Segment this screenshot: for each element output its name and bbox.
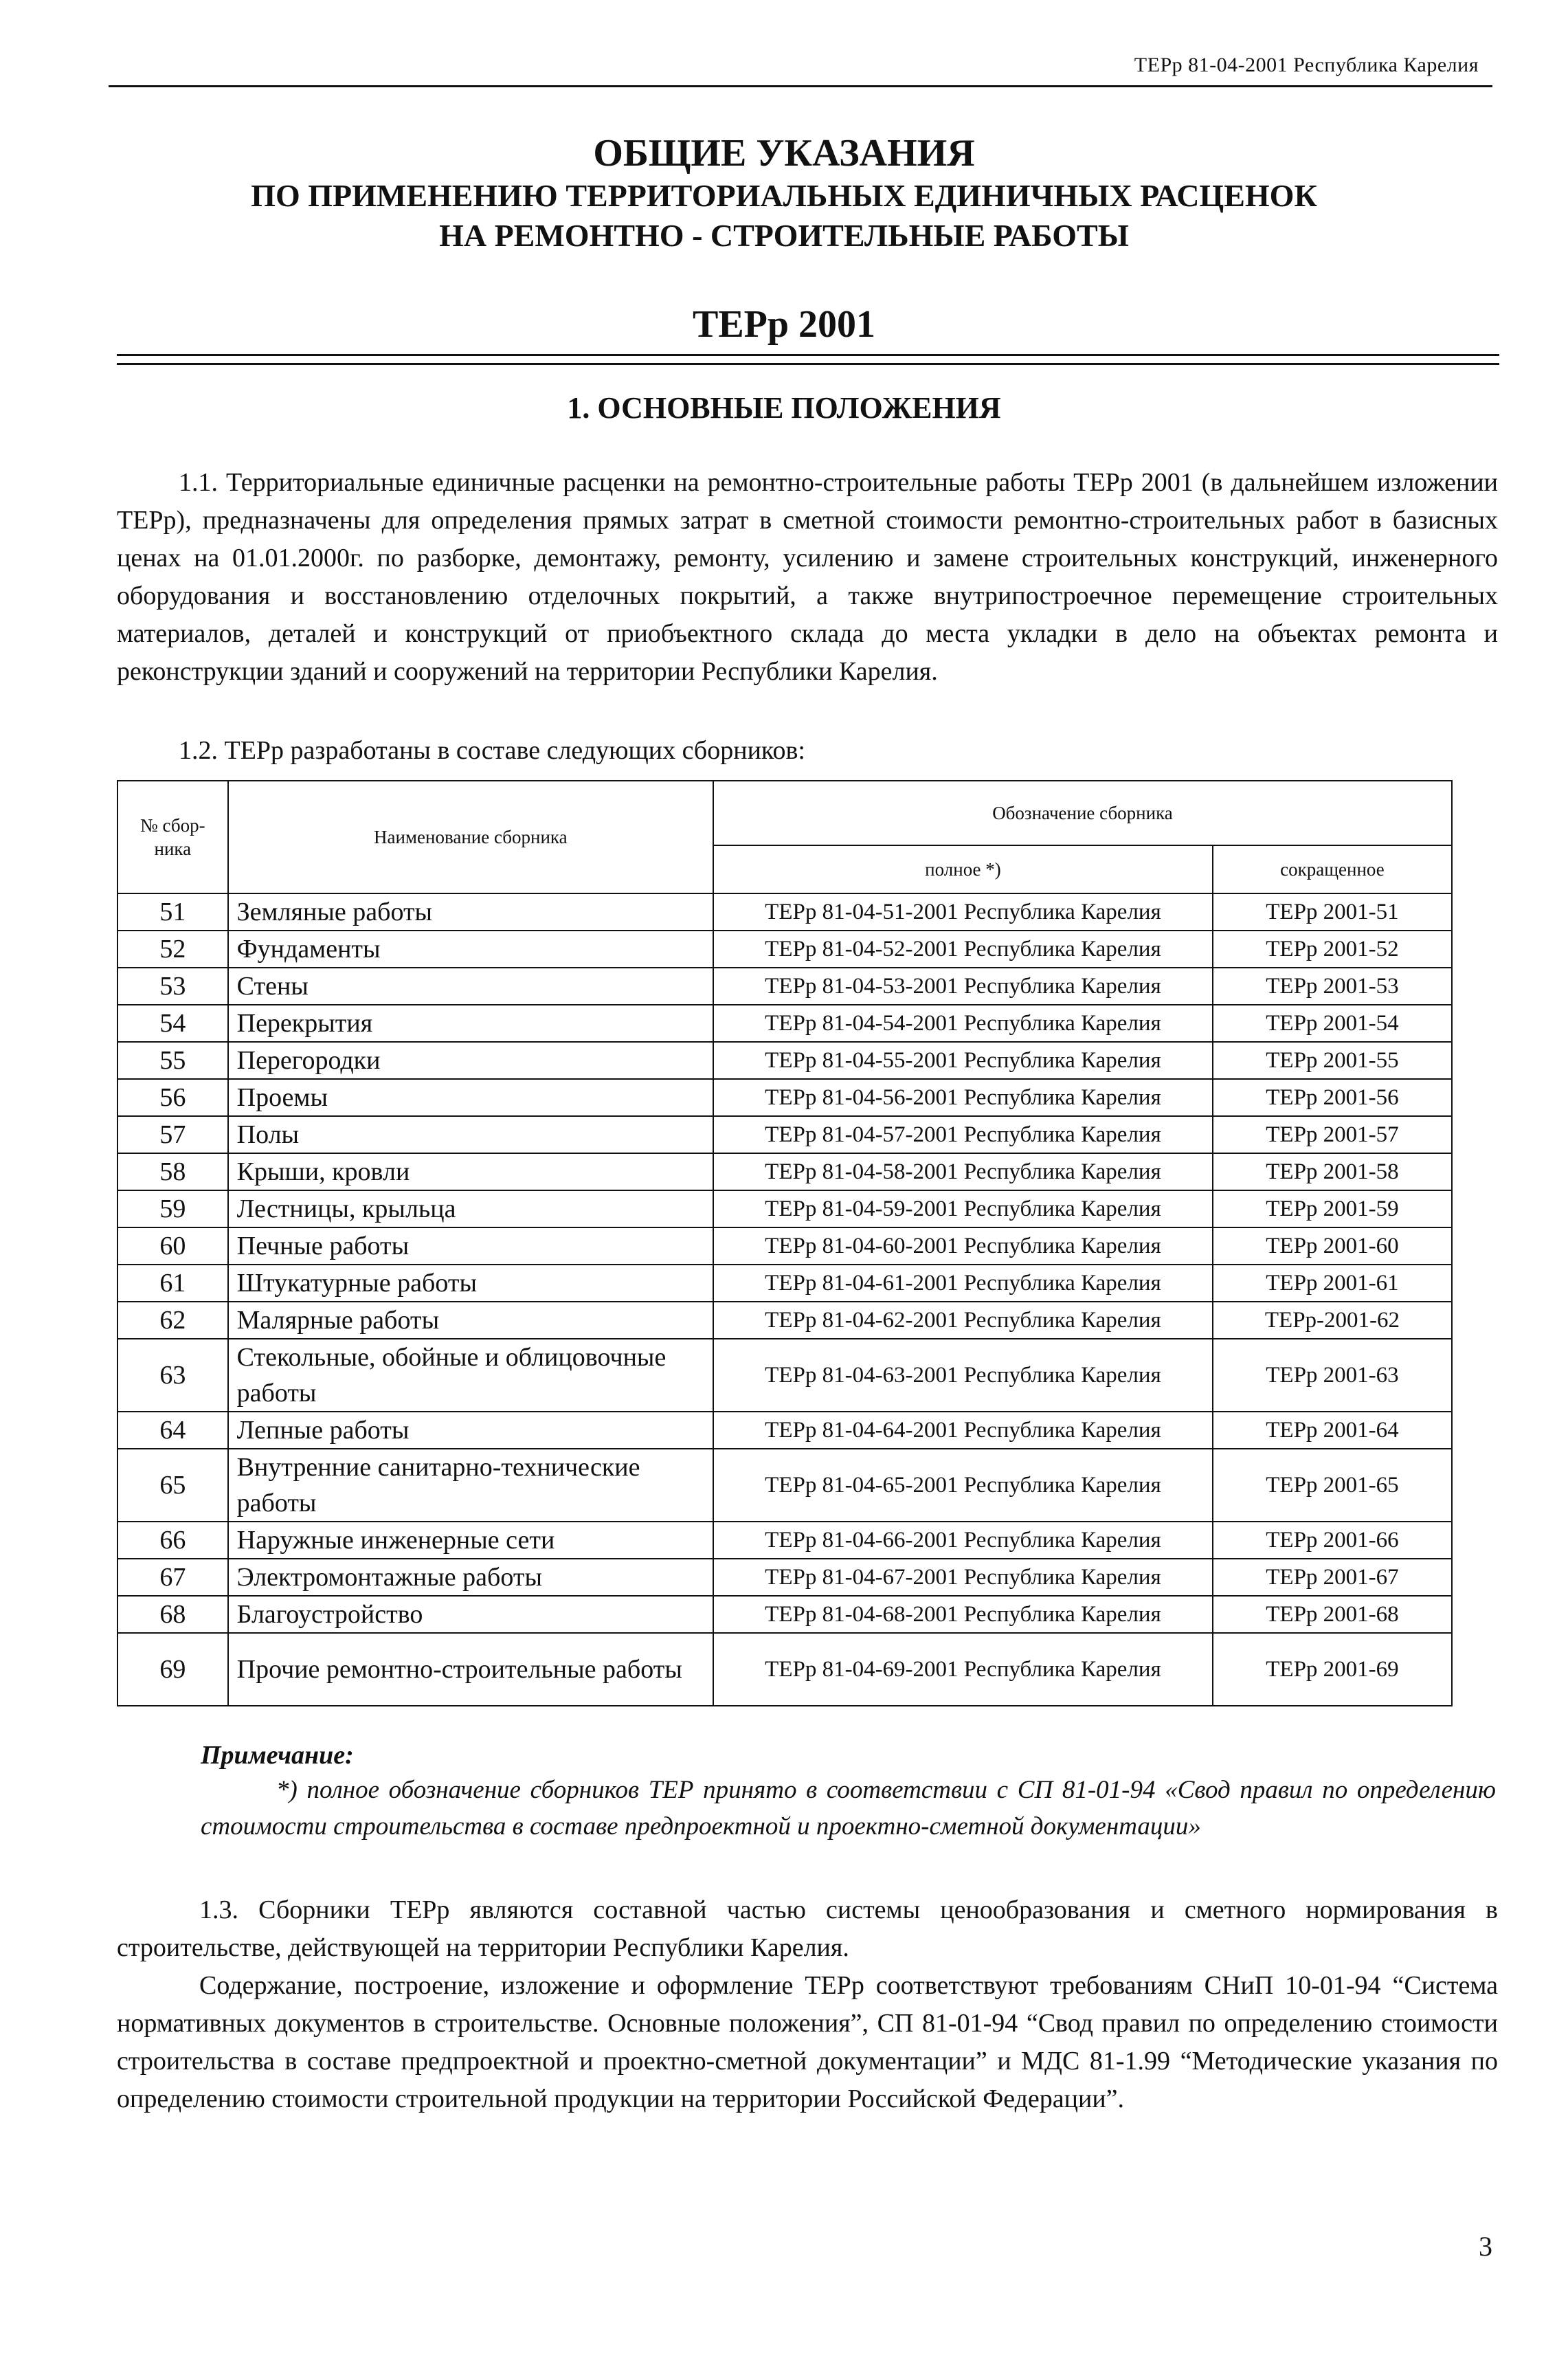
table-body xyxy=(117,893,1452,1706)
cell-name: Перекрытия xyxy=(228,1005,713,1042)
cell-num: 52 xyxy=(117,931,228,968)
table-row xyxy=(117,1079,1452,1116)
cell-short-designation: ТЕРр-2001-62 xyxy=(1213,1302,1452,1339)
table-row xyxy=(117,1116,1452,1153)
cell-short-designation: ТЕРр 2001-57 xyxy=(1213,1116,1452,1153)
cell-name: Печные работы xyxy=(228,1227,713,1265)
cell-short-designation: ТЕРр 2001-64 xyxy=(1213,1412,1452,1449)
cell-name: Прочие ремонтно-строительные работы xyxy=(228,1633,713,1706)
table-row xyxy=(117,968,1452,1005)
cell-full-designation: ТЕРр 81-04-65-2001 Республика Карелия xyxy=(713,1449,1213,1522)
cell-short-designation: ТЕРр 2001-51 xyxy=(1213,893,1452,931)
document-title xyxy=(0,131,1568,256)
cell-num: 67 xyxy=(117,1559,228,1596)
cell-short-designation: ТЕРр 2001-63 xyxy=(1213,1339,1452,1412)
header-num: № сбор-ника xyxy=(117,781,228,893)
cell-num: 65 xyxy=(117,1449,228,1522)
title-line-3: НА РЕМОНТНО - СТРОИТЕЛЬНЫЕ РАБОТЫ xyxy=(439,218,1129,253)
cell-name: Малярные работы xyxy=(228,1302,713,1339)
note-label: Примечание: xyxy=(201,1741,354,1770)
cell-short-designation: ТЕРр 2001-65 xyxy=(1213,1449,1452,1522)
cell-short-designation: ТЕРр 2001-54 xyxy=(1213,1005,1452,1042)
cell-name: Полы xyxy=(228,1116,713,1153)
table-row xyxy=(117,1339,1452,1412)
cell-name: Стены xyxy=(228,968,713,1005)
cell-num: 63 xyxy=(117,1339,228,1412)
header-short: сокращенное xyxy=(1213,845,1452,893)
cell-full-designation: ТЕРр 81-04-64-2001 Республика Карелия xyxy=(713,1412,1213,1449)
cell-num: 54 xyxy=(117,1005,228,1042)
cell-num: 58 xyxy=(117,1153,228,1190)
cell-full-designation: ТЕРр 81-04-63-2001 Республика Карелия xyxy=(713,1339,1213,1412)
running-header: ТЕРр 81-04-2001 Республика Карелия xyxy=(1134,54,1479,76)
cell-num: 66 xyxy=(117,1522,228,1559)
cell-num: 55 xyxy=(117,1042,228,1079)
cell-num: 69 xyxy=(117,1633,228,1706)
cell-num: 59 xyxy=(117,1190,228,1227)
title-double-rule xyxy=(117,354,1499,365)
code-title: ТЕРр 2001 xyxy=(692,303,876,346)
cell-full-designation: ТЕРр 81-04-59-2001 Республика Карелия xyxy=(713,1190,1213,1227)
cell-name: Стекольные, обойные и облицовочные работы xyxy=(228,1339,713,1412)
cell-short-designation: ТЕРр 2001-52 xyxy=(1213,931,1452,968)
cell-short-designation: ТЕРр 2001-69 xyxy=(1213,1633,1452,1706)
cell-full-designation: ТЕРр 81-04-56-2001 Республика Карелия xyxy=(713,1079,1213,1116)
cell-full-designation: ТЕРр 81-04-61-2001 Республика Карелия xyxy=(713,1265,1213,1302)
table-row xyxy=(117,893,1452,931)
page-number: 3 xyxy=(1479,2231,1492,2262)
cell-short-designation: ТЕРр 2001-61 xyxy=(1213,1265,1452,1302)
cell-name: Проемы xyxy=(228,1079,713,1116)
title-line-2: ПО ПРИМЕНЕНИЮ ТЕРРИТОРИАЛЬНЫХ ЕДИНИЧНЫХ РАСЦЕНОК xyxy=(251,178,1317,213)
table-row xyxy=(117,1559,1452,1596)
table-row xyxy=(117,1190,1452,1227)
cell-name: Фундаменты xyxy=(228,931,713,968)
table-row xyxy=(117,1153,1452,1190)
cell-full-designation: ТЕРр 81-04-69-2001 Республика Карелия xyxy=(713,1633,1213,1706)
cell-num: 64 xyxy=(117,1412,228,1449)
table-row xyxy=(117,1302,1452,1339)
header-full: полное *) xyxy=(713,845,1213,893)
cell-name: Благоустройство xyxy=(228,1596,713,1633)
cell-num: 68 xyxy=(117,1596,228,1633)
cell-name: Лепные работы xyxy=(228,1412,713,1449)
cell-short-designation: ТЕРр 2001-68 xyxy=(1213,1596,1452,1633)
table-row xyxy=(117,1227,1452,1265)
cell-full-designation: ТЕРр 81-04-58-2001 Республика Карелия xyxy=(713,1153,1213,1190)
cell-full-designation: ТЕРр 81-04-62-2001 Республика Карелия xyxy=(713,1302,1213,1339)
cell-name: Наружные инженерные сети xyxy=(228,1522,713,1559)
collections-table xyxy=(117,780,1453,1706)
table-row xyxy=(117,931,1452,968)
paragraph-1-3: 1.3. Сборники ТЕРр являются составной частью системы ценообразования и сметного нормирования в строительстве, действующей на территории Республики Карелия. xyxy=(117,1895,1498,1962)
table-row xyxy=(117,1596,1452,1633)
table-row xyxy=(117,1522,1452,1559)
header-name: Наименование сборника xyxy=(228,781,713,893)
cell-short-designation: ТЕРр 2001-55 xyxy=(1213,1042,1452,1079)
note-text: *) полное обозначение сборников ТЕР принято в соответствии с СП 81-01-94 «Свод правил по определению стоимости строительства в составе предпроектной и проектно-сметной документации» xyxy=(201,1776,1496,1840)
cell-full-designation: ТЕРр 81-04-66-2001 Республика Карелия xyxy=(713,1522,1213,1559)
paragraph-content: Содержание, построение, изложение и оформление ТЕРр соответствуют требованиям СНиП 10-01-94 “Система нормативных документов в строительстве. Основные положения”, СП 81-01-94 “Свод правил по определению стоимости строительства в составе предпроектной и проектно-сметной документации” и МДС 81-1.99 “Методические указания по определению стоимости строительной продукции на территории Российской Федерации”. xyxy=(117,1971,1498,2113)
table-row xyxy=(117,1042,1452,1079)
header-designation: Обозначение сборника xyxy=(713,781,1452,845)
header-rule xyxy=(109,85,1492,87)
cell-full-designation: ТЕРр 81-04-67-2001 Республика Карелия xyxy=(713,1559,1213,1596)
cell-full-designation: ТЕРр 81-04-55-2001 Республика Карелия xyxy=(713,1042,1213,1079)
cell-full-designation: ТЕРр 81-04-68-2001 Республика Карелия xyxy=(713,1596,1213,1633)
cell-name: Крыши, кровли xyxy=(228,1153,713,1190)
cell-full-designation: ТЕРр 81-04-57-2001 Республика Карелия xyxy=(713,1116,1213,1153)
cell-short-designation: ТЕРр 2001-67 xyxy=(1213,1559,1452,1596)
cell-short-designation: ТЕРр 2001-60 xyxy=(1213,1227,1452,1265)
cell-name: Штукатурные работы xyxy=(228,1265,713,1302)
cell-short-designation: ТЕРр 2001-56 xyxy=(1213,1079,1452,1116)
cell-name: Внутренние санитарно-технические работы xyxy=(228,1449,713,1522)
cell-num: 56 xyxy=(117,1079,228,1116)
cell-full-designation: ТЕРр 81-04-52-2001 Республика Карелия xyxy=(713,931,1213,968)
cell-num: 62 xyxy=(117,1302,228,1339)
table-row xyxy=(117,1005,1452,1042)
cell-name: Перегородки xyxy=(228,1042,713,1079)
cell-name: Лестницы, крыльца xyxy=(228,1190,713,1227)
table-row xyxy=(117,1449,1452,1522)
table-row xyxy=(117,1633,1452,1706)
title-line-1: ОБЩИЕ УКАЗАНИЯ xyxy=(593,132,975,175)
cell-short-designation: ТЕРр 2001-58 xyxy=(1213,1153,1452,1190)
cell-name: Земляные работы xyxy=(228,893,713,931)
cell-num: 60 xyxy=(117,1227,228,1265)
cell-num: 57 xyxy=(117,1116,228,1153)
table-row xyxy=(117,1412,1452,1449)
cell-short-designation: ТЕРр 2001-59 xyxy=(1213,1190,1452,1227)
cell-short-designation: ТЕРр 2001-53 xyxy=(1213,968,1452,1005)
paragraph-1-1: 1.1. Территориальные единичные расценки на ремонтно-строительные работы ТЕРр 2001 (в дальнейшем изложении ТЕРр), предназначены для определения прямых затрат в сметной стоимости ремонтно-строительных работ в базисных ценах на 01.01.2000г. по разборке, демонтажу, ремонту, усилению и замене строительных конструкций, инженерного оборудования и восстановлению отделочных покрытий, а также внутрипостроечное перемещение строительных материалов, деталей и конструкций от приобъектного склада до места укладки в дело на объектах ремонта и реконструкции зданий и сооружений на территории Республики Карелия. xyxy=(117,468,1498,686)
cell-num: 51 xyxy=(117,893,228,931)
cell-short-designation: ТЕРр 2001-66 xyxy=(1213,1522,1452,1559)
table-row xyxy=(117,1265,1452,1302)
paragraph-1-2: 1.2. ТЕРр разработаны в составе следующих сборников: xyxy=(179,736,805,765)
cell-num: 53 xyxy=(117,968,228,1005)
section-heading: 1. ОСНОВНЫЕ ПОЛОЖЕНИЯ xyxy=(567,391,1001,425)
cell-full-designation: ТЕРр 81-04-60-2001 Республика Карелия xyxy=(713,1227,1213,1265)
cell-full-designation: ТЕРр 81-04-54-2001 Республика Карелия xyxy=(713,1005,1213,1042)
cell-num: 61 xyxy=(117,1265,228,1302)
cell-name: Электромонтажные работы xyxy=(228,1559,713,1596)
cell-full-designation: ТЕРр 81-04-53-2001 Республика Карелия xyxy=(713,968,1213,1005)
cell-full-designation: ТЕРр 81-04-51-2001 Республика Карелия xyxy=(713,893,1213,931)
